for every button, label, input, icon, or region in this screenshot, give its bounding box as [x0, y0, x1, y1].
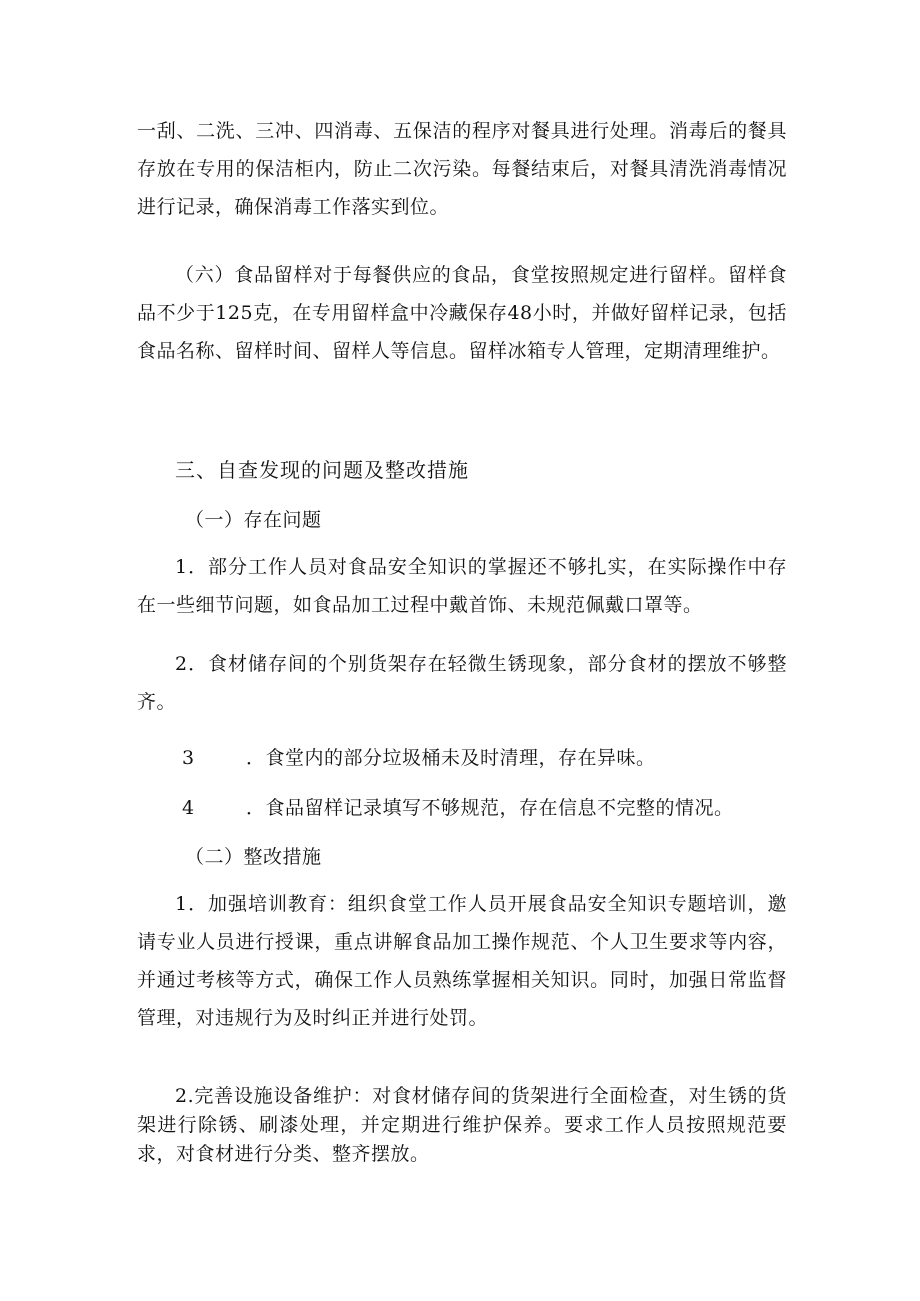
issue-item-4-text: ．食品留样记录填写不够规范，存在信息不完整的情况。 [246, 797, 734, 819]
issue-item-4-number: 4 [182, 797, 195, 819]
paragraph-food-sample-retention: （六）食品留样对于每餐供应的食品，食堂按照规定进行留样。留样食品不少于125克，在专用留样盒中冷藏保存48小时，并做好留样记录，包括食品名称、留样时间、留样人等信息。留样冰箱专人管理，定期清理维护。 [137, 264, 787, 362]
issue-item-2: 2．食材储存间的个别货架存在轻微生锈现象，部分食材的摆放不够整齐。 [137, 653, 787, 713]
measure-item-1: 1．加强培训教育：组织食堂工作人员开展食品安全知识专题培训，邀请专业人员进行授课，重点讲解食品加工操作规范、个人卫生要求等内容，并通过考核等方式，确保工作人员熟练掌握相关知识。同时，加强日常监督管理，对违规行为及时纠正并进行处罚。 [137, 893, 787, 1029]
subheading-existing-problems: （一）存在问题 [185, 509, 322, 531]
issue-item-3-number: 3 [182, 747, 195, 769]
paragraph-tableware-disinfection: 一刮、二洗、三冲、四消毒、五保洁的程序对餐具进行处理。消毒后的餐具存放在专用的保洁柜内，防止二次污染。每餐结束后，对餐具清洗消毒情况进行记录，确保消毒工作落实到位。 [137, 120, 787, 218]
subheading-rectification-measures: （二）整改措施 [185, 846, 322, 868]
measure-item-2: 2.完善设施设备维护：对食材储存间的货架进行全面检查，对生锈的货架进行除锈、刷漆处理，并定期进行维护保养。要求工作人员按照规范要求，对食材进行分类、整齐摆放。 [137, 1085, 787, 1165]
issue-item-1: 1．部分工作人员对食品安全知识的掌握还不够扎实，在实际操作中存在一些细节问题，如食品加工过程中戴首饰、未规范佩戴口罩等。 [137, 556, 787, 616]
section-heading-issues-and-measures: 三、自查发现的问题及整改措施 [175, 458, 469, 482]
issue-item-4 [182, 793, 734, 823]
issue-item-3-text: ．食堂内的部分垃圾桶未及时清理，存在异味。 [246, 747, 656, 769]
issue-item-3 [182, 743, 656, 773]
